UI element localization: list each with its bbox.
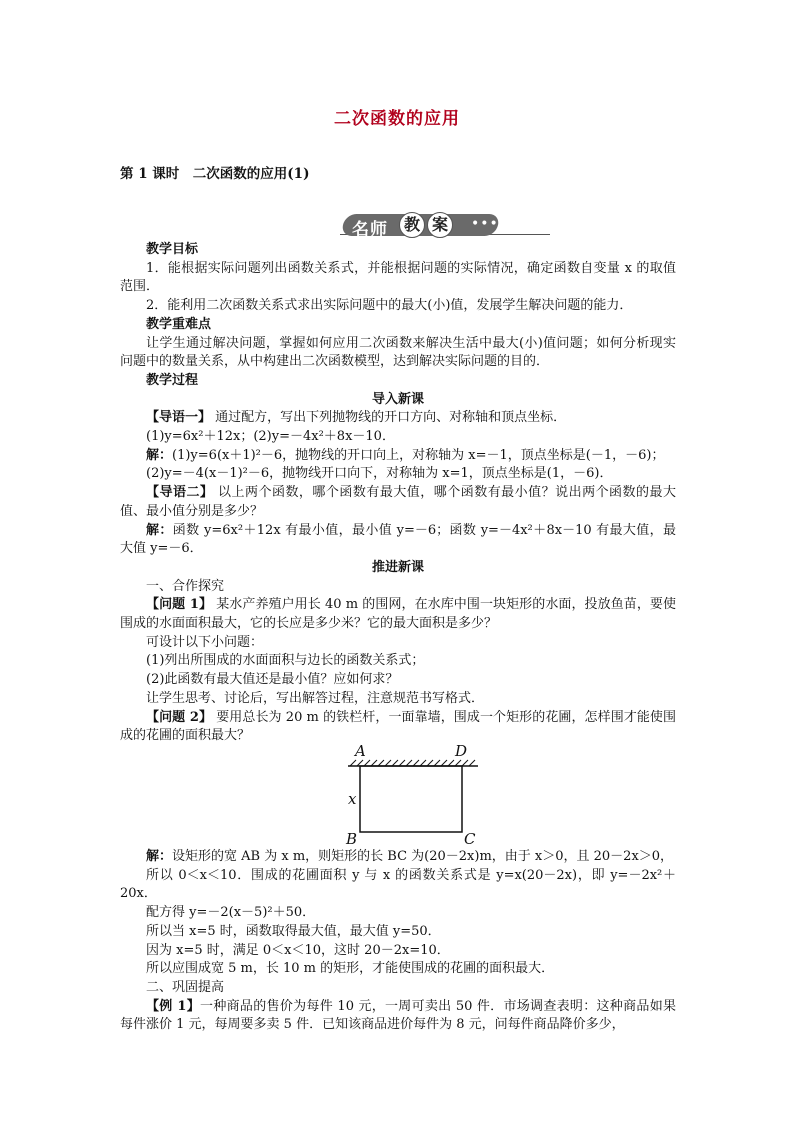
solution-3e: 因为 x=5 时，满足 0＜x＜10，这时 20－2x=10． [146,942,450,958]
objective-2: 2．能利用二次函数关系式求出实际问题中的最大(小)值，发展学生解决问题的能力． [146,298,633,314]
keypoints-text: 让学生通过解决问题，掌握如何应用二次函数来解决生活中最大(小)值问题；如何分析现实问题中的数量关系，从中构建出二次函数模型，达到解决实际问题的目的． [120,335,676,370]
example-1-text: 一种商品的售价为每件 10 元，一周可卖出 50 件．市场调查表明：这种商品如果每件涨价 1 元，每周要多卖 5 件．已知该商品进价每件为 8 元，问每件商品降价多少， [120,998,676,1033]
banner-dots: ••• [471,216,499,232]
problem-1-sub2: (2)此函数有最大值还是最小值？应如何求？ [146,672,399,688]
problem-1-text: 某水产养殖户用长 40 m 的围网，在水库中围一块矩形的水面，投放鱼苗，要使围成的水面面积最大，它的长应是多少米？它的最大面积是多少？ [120,597,676,632]
intro-section-title: 导入新课 [371,391,424,407]
process-heading: 教学过程 [146,372,199,388]
label-d: D [455,741,468,760]
banner-char-jiao: 教 [399,212,425,238]
solution-label: 解： [146,522,173,538]
main-content [120,241,676,1035]
solution-1a [120,447,676,466]
page-title: 二次函数的应用 [334,109,460,129]
problem-2 [120,709,676,746]
rectangle-figure [120,741,676,848]
lesson-heading: 第 1 课时 二次函数的应用(1) [120,166,310,182]
coop-heading: 一、合作探究 [146,578,225,594]
solution-1a-text: (1)y=6(x＋1)²－6，抛物线的开口向上，对称轴为 x=－1，顶点坐标是(－1，－6)； [172,447,665,463]
solution-1b: (2)y=－4(x－1)²－6，抛物线开口向下，对称轴为 x=1，顶点坐标是(1，－6)． [146,466,613,482]
teaching-plan-banner [340,212,550,238]
solution-3a [120,848,676,867]
solution-2-text: 函数 y=6x²＋12x 有最小值，最小值 y=－6；函数 y=－4x²＋8x－10 有最大值，最大值 y=－6． [120,522,676,557]
problem-1-sub0: 可设计以下小问题： [146,634,264,650]
label-x: x [348,789,357,808]
label-b: B [346,829,358,848]
solution-3a-text: 设矩形的宽 AB 为 x m，则矩形的长 BC 为(20－2x)m，由于 x＞0，且 20－2x＞0， [172,848,674,864]
objective-1: 1．能根据实际问题列出函数关系式，并能根据问题的实际情况，确定函数自变量 x 的取值范围． [120,260,676,295]
example-1-label: 【例 1】 [146,998,201,1014]
problem-2-text: 要用总长为 20 m 的铁栏杆，一面靠墙，围成一个矩形的花圃，怎样围才能使围成的花圃的面积最大？ [120,709,676,744]
problem-1-sub1: (1)列出所围成的水面面积与边长的函数关系式； [146,653,425,669]
guide-1-text: 通过配方，写出下列抛物线的开口方向、对称轴和顶点坐标． [211,410,567,426]
problem-2-label: 【问题 2】 [146,709,213,725]
keypoints-heading: 教学重难点 [146,316,212,332]
solution-3b: 所以 0＜x＜10．围成的花圃面积 y 与 x 的函数关系式是 y=x(20－2x)，即 y=－2x²＋20x． [120,867,676,902]
guide-1-label: 【导语一】 [146,410,212,426]
solution-label: 解： [146,447,173,463]
banner-char-an: 案 [427,212,453,238]
objectives-heading: 教学目标 [146,242,199,257]
guide-1 [120,409,676,428]
banner-text-mingshi: 名师 [352,220,388,240]
label-a: A [355,741,366,760]
label-c: C [464,829,476,848]
advance-section-title: 推进新课 [371,559,424,575]
problem-1 [120,596,676,633]
problem-1-sub3: 让学生思考、讨论后，写出解答过程，注意规范书写格式． [146,690,485,706]
consolidate-heading: 二、巩固提高 [146,979,225,995]
example-1 [120,998,676,1035]
guide-1-items: (1)y=6x²＋12x；(2)y=－4x²＋8x－10． [146,429,395,445]
solution-3d: 所以当 x=5 时，函数取得最大值，最大值 y=50． [146,923,441,939]
wall-hatching [350,760,475,766]
solution-2 [120,522,676,559]
solution-label: 解： [146,848,173,864]
solution-3f: 所以应围成宽 5 m，长 10 m 的矩形，才能使围成的花圃的面积最大． [146,961,555,977]
flower-bed-rect [360,766,462,832]
problem-1-label: 【问题 1】 [146,597,213,613]
rectangle-diagram [120,746,676,848]
guide-2-text: 以上两个函数，哪个函数有最大值，哪个函数有最小值？说出两个函数的最大值、最小值分别是多少？ [120,485,676,519]
guide-2-label: 【导语二】 [146,485,214,501]
guide-2 [120,484,676,521]
solution-3c: 配方得 y=－2(x－5)²＋50． [146,905,316,921]
